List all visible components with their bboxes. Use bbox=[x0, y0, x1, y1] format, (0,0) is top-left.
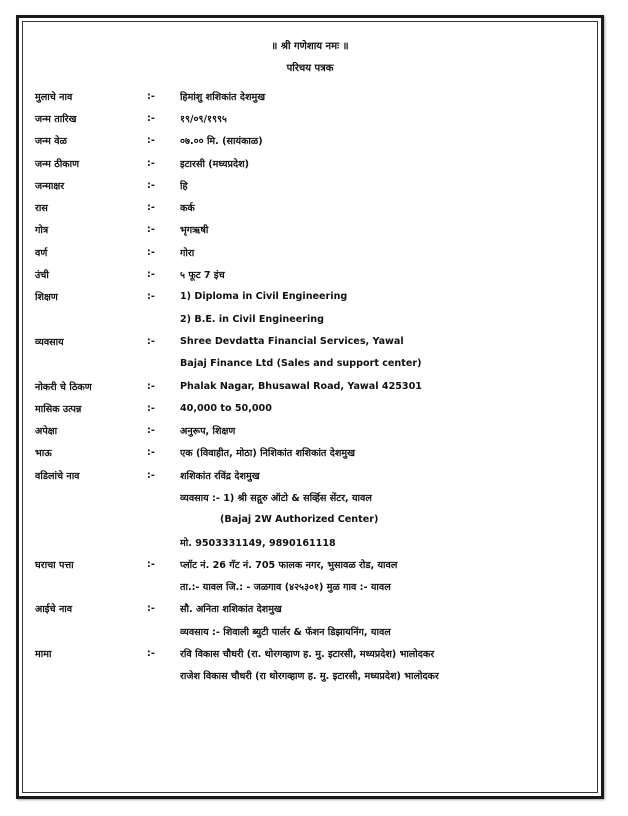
biodata-row bbox=[35, 107, 589, 129]
row-separator: :- bbox=[147, 135, 155, 147]
row-label: जन्म तारिख bbox=[35, 113, 77, 125]
row-separator: :- bbox=[147, 202, 155, 214]
row-separator: :- bbox=[147, 269, 155, 281]
row-label: भाऊ bbox=[35, 448, 52, 460]
biodata-row bbox=[35, 553, 589, 575]
biodata-row bbox=[35, 419, 589, 441]
row-value: १९/०९/१९९५ bbox=[180, 113, 227, 125]
row-label: घराचा पत्ता bbox=[35, 559, 74, 571]
biodata-row bbox=[35, 174, 589, 196]
row-value: (Bajaj 2W Authorized Center) bbox=[220, 514, 379, 526]
biodata-row bbox=[35, 442, 589, 464]
biodata-row bbox=[35, 353, 589, 375]
row-value: ता.:- यावल जि.: - जळगाव (४२५३०१) मुळ गाव :- यावल bbox=[180, 582, 391, 594]
row-label: नोकरी चे ठिकण bbox=[35, 381, 92, 393]
row-value: व्यवसाय :- 1) श्री सद्गुरु ऑटो & सर्व्हिस सेंटर, यावल bbox=[180, 492, 372, 504]
row-value: शशिकांत रविंद्र देशमुख bbox=[180, 470, 260, 482]
row-value: ०७.०० मि. (सायंकाळ) bbox=[180, 136, 263, 148]
biodata-row bbox=[35, 130, 589, 152]
row-label: अपेक्षा bbox=[35, 426, 58, 438]
invocation-heading: ॥ श्री गणेशाय नमः ॥ bbox=[271, 41, 349, 52]
biodata-row bbox=[35, 241, 589, 263]
row-separator: :- bbox=[147, 402, 155, 414]
row-label: मामा bbox=[35, 649, 52, 661]
biodata-row bbox=[35, 263, 589, 285]
row-value: भृगऋषी bbox=[180, 225, 209, 237]
row-label: मुलाचे नाव bbox=[35, 91, 73, 103]
row-separator: :- bbox=[147, 224, 155, 236]
row-label: जन्माक्षर bbox=[35, 180, 65, 192]
row-separator: :- bbox=[147, 380, 155, 392]
biodata-row bbox=[35, 397, 589, 419]
biodata-row bbox=[35, 486, 589, 508]
biodata-table bbox=[35, 85, 589, 687]
biodata-row bbox=[35, 196, 589, 218]
biodata-row bbox=[35, 642, 589, 664]
row-value: हिमांशु शशिकांत देशमुख bbox=[180, 91, 266, 103]
row-label: वडिलांचे नाव bbox=[35, 470, 80, 482]
row-value: Shree Devdatta Financial Services, Yawal bbox=[180, 335, 404, 347]
row-separator: :- bbox=[147, 603, 155, 615]
row-label: मासिक उत्पन्न bbox=[35, 403, 82, 415]
row-value: 1) Diploma in Civil Engineering bbox=[180, 291, 348, 303]
biodata-row bbox=[35, 509, 589, 531]
biodata-row bbox=[35, 286, 589, 308]
row-label: शिक्षण bbox=[35, 292, 58, 304]
row-value: 40,000 to 50,000 bbox=[180, 402, 272, 414]
row-value: मो. 9503331149, 9890161118 bbox=[180, 537, 336, 549]
row-label: आईचे नाव bbox=[35, 604, 73, 616]
row-separator: :- bbox=[147, 447, 155, 459]
biodata-row bbox=[35, 620, 589, 642]
document-border bbox=[16, 15, 604, 799]
row-value: एक (विवाहीत, मोठा) निशिकांत शशिकांत देशमुख bbox=[180, 448, 355, 460]
row-separator: :- bbox=[147, 291, 155, 303]
row-value: Bajaj Finance Ltd (Sales and support center) bbox=[180, 358, 422, 370]
biodata-row bbox=[35, 375, 589, 397]
row-separator: :- bbox=[147, 112, 155, 124]
biodata-row bbox=[35, 152, 589, 174]
biodata-row bbox=[35, 464, 589, 486]
biodata-row bbox=[35, 308, 589, 330]
row-value: राजेश विकास चौधरी (रा थोरगव्हाण ह. मु. इटारसी, मध्यप्रदेश) भालोदकर bbox=[180, 671, 439, 683]
row-separator: :- bbox=[147, 335, 155, 347]
row-separator: :- bbox=[147, 246, 155, 258]
row-value: सौ. अनिता शशिकांत देशमुख bbox=[180, 604, 282, 616]
biodata-row bbox=[35, 665, 589, 687]
row-value: प्लॉट नं. 26 गॅट नं. 705 फालक नगर, भुसावळ रोड, यावल bbox=[180, 559, 398, 571]
row-value: अनुरूप, शिक्षण bbox=[180, 426, 236, 438]
row-label: गोत्र bbox=[35, 225, 49, 237]
row-separator: :- bbox=[147, 157, 155, 169]
row-value: कर्क bbox=[180, 203, 195, 215]
biodata-row bbox=[35, 85, 589, 107]
row-separator: :- bbox=[147, 648, 155, 660]
row-separator: :- bbox=[147, 425, 155, 437]
row-value: ५ फूट 7 इंच bbox=[180, 270, 225, 282]
row-separator: :- bbox=[147, 469, 155, 481]
row-value: इटारसी (मध्यप्रदेश) bbox=[180, 158, 250, 170]
biodata-row bbox=[35, 576, 589, 598]
row-separator: :- bbox=[147, 179, 155, 191]
biodata-row bbox=[35, 219, 589, 241]
document-title: परिचय पत्रक bbox=[286, 63, 334, 74]
biodata-row bbox=[35, 330, 589, 352]
row-value: Phalak Nagar, Bhusawal Road, Yawal 425301 bbox=[180, 380, 422, 392]
row-label: जन्म ठीकाण bbox=[35, 158, 80, 170]
biodata-row bbox=[35, 598, 589, 620]
row-separator: :- bbox=[147, 90, 155, 102]
document-inner-border bbox=[22, 21, 598, 793]
biodata-row bbox=[35, 531, 589, 553]
row-value: व्यवसाय :- शिवाली ब्युटी पार्लर & फॅशन डिझायनिंग, यावल bbox=[180, 626, 391, 638]
row-label: उंची bbox=[35, 270, 49, 282]
row-separator: :- bbox=[147, 558, 155, 570]
row-value: हि bbox=[180, 180, 188, 192]
row-label: जन्म वेळ bbox=[35, 136, 67, 148]
row-value: गोरा bbox=[180, 247, 195, 259]
row-value: 2) B.E. in Civil Engineering bbox=[180, 313, 324, 325]
row-label: व्यवसाय bbox=[35, 336, 64, 348]
row-value: रवि विकास चौधरी (रा. थोरगव्हाण ह. मु. इटारसी, मध्यप्रदेश) भालोदकर bbox=[180, 649, 435, 661]
row-label: रास bbox=[35, 203, 48, 215]
row-label: वर्ण bbox=[35, 247, 48, 259]
